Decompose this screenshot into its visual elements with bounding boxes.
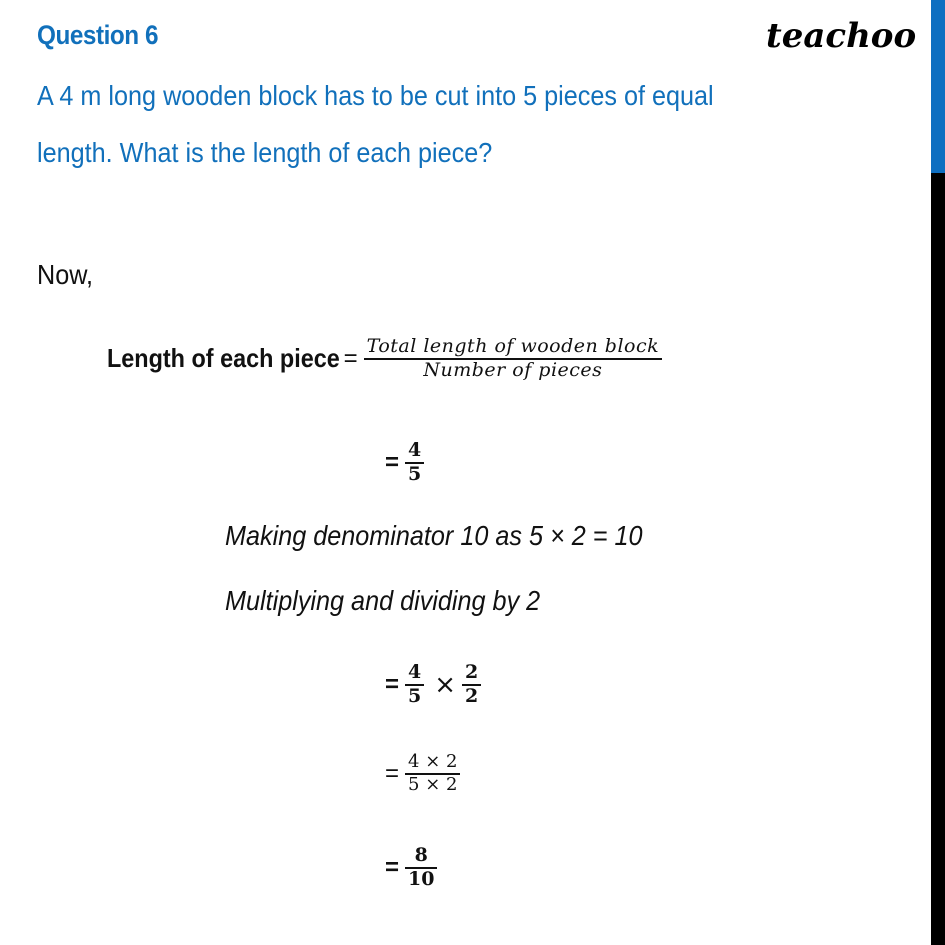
denominator: 5 [408,462,422,485]
numerator: 2 [465,661,479,683]
numerator: 4 × 2 [408,751,458,772]
formula-row [107,336,662,382]
fraction [405,662,424,708]
denominator: 5 × 2 [408,773,458,795]
fraction [405,845,437,891]
equals-sign: = [385,670,400,698]
denominator: 10 [408,867,435,890]
formula-label: Length of each piece [107,343,340,374]
equals-sign: = [385,448,400,476]
equals-sign: = [385,853,400,881]
numerator: 4 [408,439,422,461]
step-expanded-product [381,752,460,795]
solution-intro: Now, [37,259,94,290]
fraction [405,752,460,795]
formula-numerator: Total length of wooden block [366,335,660,357]
question-title: Question 6 [37,20,159,50]
equals-sign: = [385,759,400,787]
equals-sign: = [343,344,358,372]
fraction [405,440,424,486]
question-text-line-1: A 4 m long wooden block has to be cut into 5 pieces of equal [37,80,714,111]
step-result [381,845,437,891]
question-text-line-2: length. What is the length of each piece? [37,137,493,168]
fraction [462,662,481,708]
numerator: 8 [414,844,428,866]
denominator: 5 [408,684,422,707]
multiply-sign: × [434,669,457,700]
step-multiply-fractions [381,662,481,708]
note-multiplying-dividing: Multiplying and dividing by 2 [225,585,541,616]
side-accent-bar-black [931,173,945,945]
teachoo-logo: teachoo [766,16,917,56]
side-accent-bar-blue [931,0,945,173]
denominator: 2 [465,684,479,707]
formula-fraction [364,336,663,382]
formula-denominator: Number of pieces [423,358,603,381]
note-making-denominator: Making denominator 10 as 5 × 2 = 10 [225,520,643,551]
step-four-fifths [381,440,424,486]
numerator: 4 [408,661,422,683]
